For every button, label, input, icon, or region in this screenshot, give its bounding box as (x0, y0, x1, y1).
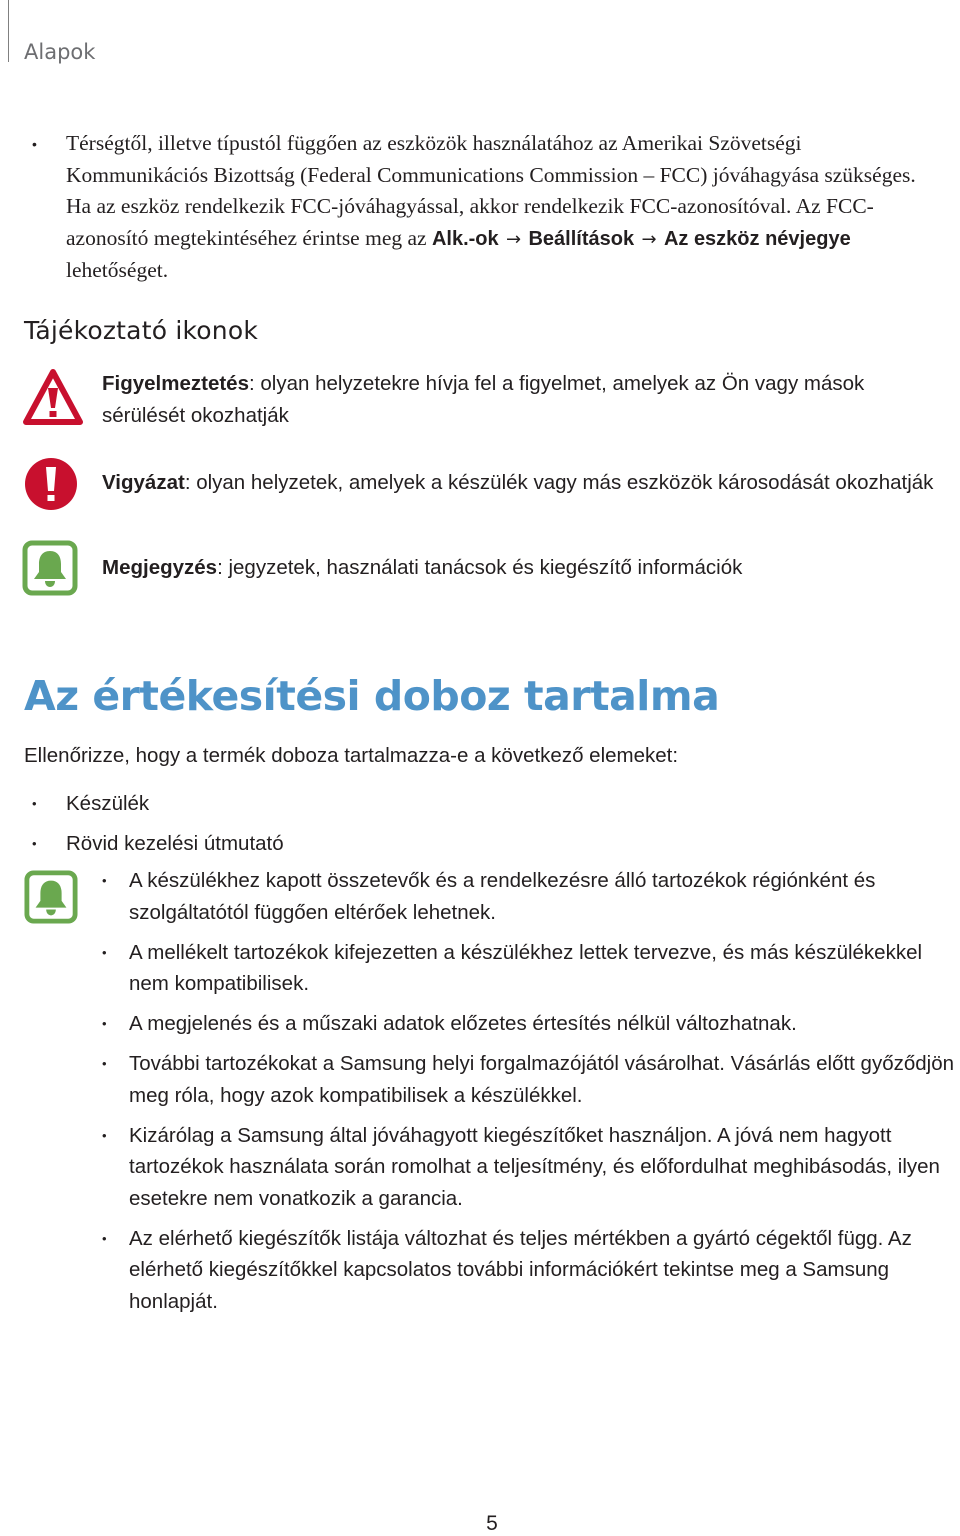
list-item: • Az elérhető kiegészítők listája változhat és teljes mértékben a gyártó cégektől függ. Az elérhető kiegészítőkkel kapcsolatos további információkért tekintse meg a Samsung honlapját. (96, 1223, 960, 1318)
package-title: Az értékesítési doboz tartalma (24, 672, 720, 720)
bullet: • (102, 1056, 107, 1071)
warning-description: Figyelmeztetés: olyan helyzetekre hívja fel a figyelmet, amelyek az Ön vagy mások sérülését okozhatják (102, 372, 865, 427)
page-edge-line (8, 0, 9, 62)
menu-path-apps: Alk.-ok (431, 227, 499, 250)
info-row-note (22, 552, 952, 601)
menu-path-settings: Beállítások (528, 227, 635, 250)
package-notes (96, 865, 960, 1326)
package-intro: Ellenőrizze, hogy a termék doboza tartalmazza-e a következő elemeket: (24, 744, 679, 767)
warning-triangle-icon (22, 368, 84, 426)
info-row-caution (22, 467, 952, 518)
caution-description: Vigyázat: olyan helyzetek, amelyek a készülék vagy más eszközök károsodását okozhatják (102, 471, 934, 494)
note-term: Megjegyzés (102, 556, 218, 579)
list-item: • A megjelenés és a műszaki adatok előzetes értesítés nélkül változhatnak. (96, 1008, 960, 1040)
bullet: • (102, 1016, 107, 1031)
bullet: • (32, 136, 37, 152)
list-item: • További tartozékokat a Samsung helyi forgalmazójától vásárolhat. Vásárlás előtt győződjön meg róla, hogy azok kompatibilisek a készülékkel. (96, 1048, 960, 1111)
warning-term: Figyelmeztetés (102, 372, 249, 395)
menu-path-about-device: Az eszköz névjegye (663, 227, 851, 250)
fcc-note (24, 128, 924, 287)
bullet: • (102, 944, 107, 960)
list-item: • A készülékhez kapott összetevők és a rendelkezésre álló tartozékok régiónként és szolgáltatótól függően eltérőek lehetnek. (96, 865, 960, 928)
caution-term: Vigyázat (102, 471, 185, 494)
bullet: • (32, 836, 37, 851)
info-icons-heading: Tájékoztató ikonok (24, 316, 258, 345)
note-bell-icon (24, 870, 78, 924)
section-header: Alapok (24, 40, 96, 64)
caution-circle-icon (22, 455, 80, 513)
note-icon-container (24, 870, 78, 929)
fcc-note-text: Térségtől, illetve típustól függően az eszközök használatához az Amerikai Szövetségi Kommunikációs Bizottság (Federal Communications Commission – FCC) jóváhagyása szükséges. Ha az eszköz rendelkezik FCC-jóváhagyással, akkor rendelkezik FCC-azonosítóval. Az FCC-azonosító megtekintéséhez érintse meg az Alk.-ok → Beállítások → Az eszköz névjegye lehetőséget. (66, 131, 916, 282)
list-item: • Rövid kezelési útmutató (24, 824, 284, 864)
list-item: • A mellékelt tartozékok kifejezetten a készülékhez lettek tervezve, és más készülékekkel nem kompatibilisek. (96, 937, 960, 1000)
bullet: • (102, 1127, 107, 1143)
list-item: • Kizárólag a Samsung által jóváhagyott kiegészítőket használjon. A jóvá nem hagyott tartozékok használata során romolhat a teljesítmény, és előfordulhat meghibásodás, ilyen esetekre nem vonatkozik a garancia. (96, 1120, 960, 1215)
package-items (24, 784, 284, 864)
arrow-icon: → (641, 228, 657, 250)
info-row-warning (22, 368, 952, 432)
note-description: Megjegyzés: jegyzetek, használati tanácsok és kiegészítő információk (102, 556, 743, 579)
bullet: • (102, 873, 107, 888)
note-bell-icon (22, 540, 78, 596)
page-number: 5 (486, 1512, 498, 1535)
bullet: • (102, 1230, 107, 1246)
list-item: • Készülék (24, 784, 284, 824)
bullet: • (32, 796, 37, 811)
arrow-icon: → (506, 228, 522, 250)
